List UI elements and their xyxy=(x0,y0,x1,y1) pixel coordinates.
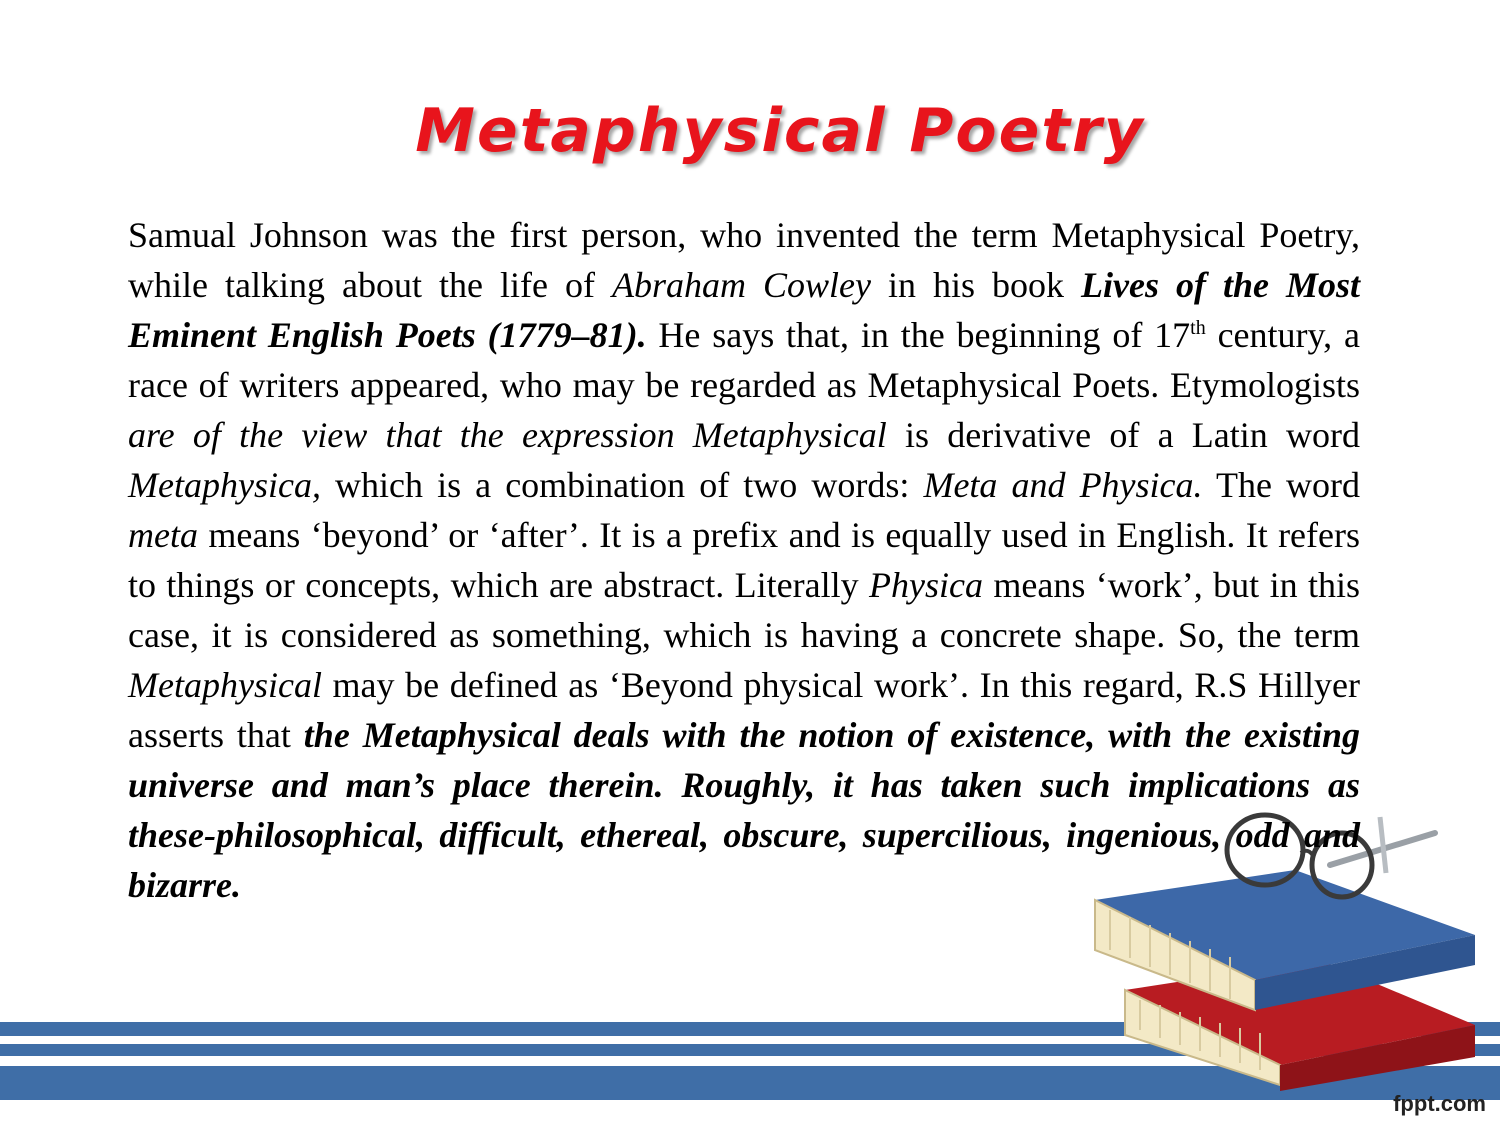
italic-run: are of the view that the expression Metaphysical xyxy=(128,415,887,455)
italic-run: Meta and Physica. xyxy=(923,465,1203,505)
bold-italic-run: the Metaphysical deals with the notion of existence, with the existing universe and man’s place therein. Roughly, it has taken such implications as these-philosophical, difficult, ethereal, obscure, supercilious, ingenious, odd and bizarre. xyxy=(128,715,1360,905)
superscript: th xyxy=(1190,317,1206,339)
italic-run: Physica xyxy=(869,565,983,605)
text-run: Samual Johnson was the first person, who invented the term Metaphysical Poetry, while talking about the life of xyxy=(128,215,1360,305)
footer-brand-logo: fppt.com xyxy=(1393,1091,1486,1116)
slide-title: Metaphysical Poetry xyxy=(415,96,1145,166)
text-run: means ‘work’, but in this case, it is considered as something, which is having a concrete shape. So, the term xyxy=(128,565,1360,655)
text-run: in his book xyxy=(870,265,1082,305)
text-run: The word xyxy=(1202,465,1360,505)
italic-run: Metaphysical xyxy=(128,665,322,705)
italic-run: Abraham Cowley xyxy=(611,265,871,305)
body-paragraph xyxy=(128,210,1360,910)
text-run: century, a race of writers appeared, who may be regarded as Metaphysical Poets. Etymologists xyxy=(128,315,1360,405)
text-run: means ‘beyond’ or ‘after’. It is a prefix and is equally used in English. It refers to things or concepts, which are abstract. Literally xyxy=(128,515,1360,605)
text-run: which is a combination of two words: xyxy=(320,465,924,505)
italic-run: Metaphysica, xyxy=(128,465,321,505)
bold-italic-run: Lives of the Most Eminent English Poets (1779–81). xyxy=(128,265,1361,355)
text-run: He says that, in the beginning of 17 xyxy=(646,315,1191,355)
text-run: may be defined as ‘Beyond physical work’. In this regard, R.S Hillyer asserts that xyxy=(128,665,1360,755)
text-run: is derivative of a Latin word xyxy=(886,415,1360,455)
italic-run: meta xyxy=(128,515,198,555)
